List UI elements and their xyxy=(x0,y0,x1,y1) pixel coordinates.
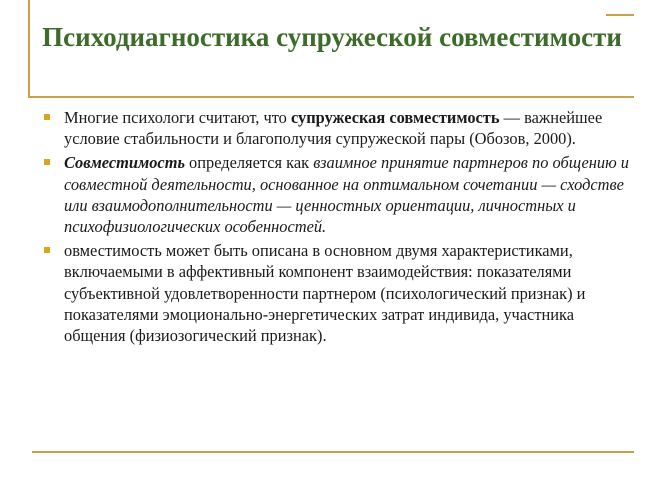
bottom-divider-line xyxy=(32,451,634,453)
square-bullet-icon xyxy=(44,247,50,253)
bullet-item-2 xyxy=(44,152,632,237)
decorative-top-line xyxy=(606,14,634,16)
bullet-text-segment: — важнейшее условие стабильности и благополучия супружеской пары (Обозов, 2000). xyxy=(64,108,603,149)
bullet-list xyxy=(44,107,632,349)
bullet-text-segment: овместимость может быть описана в основном двумя характеристиками, включаемыми в аффективный компонент взаимодействия: показателями субъективной удовлетворенности партнером (психологический признак) и показателями эмоционально-энергетических затрат индивида, участника общения (физиозогический признак). xyxy=(64,241,586,346)
bullet-item-1 xyxy=(44,107,632,149)
bullet-text-segment: Многие психологи считают, что xyxy=(64,108,291,127)
title-divider-line xyxy=(28,96,634,98)
bullet-text-italic-definition: взаимное принятие партнеров по общению и совместной деятельности, основанное на оптимальном сочетании — сходстве или взаимодополнительности — ценностных ориентации, личностных и психофизиологических особенностей. xyxy=(64,153,629,237)
bullet-text-bold-italic-term: Совместимость xyxy=(64,153,185,173)
bullet-item-3 xyxy=(44,240,632,346)
square-bullet-icon xyxy=(44,114,50,120)
bullet-text-segment: определяется как xyxy=(184,153,314,173)
bullet-text-bold-term: супружеская совместимость xyxy=(290,108,500,127)
slide-title: Психодиагностика супружеской совместимости xyxy=(42,22,622,52)
square-bullet-icon xyxy=(44,159,50,165)
